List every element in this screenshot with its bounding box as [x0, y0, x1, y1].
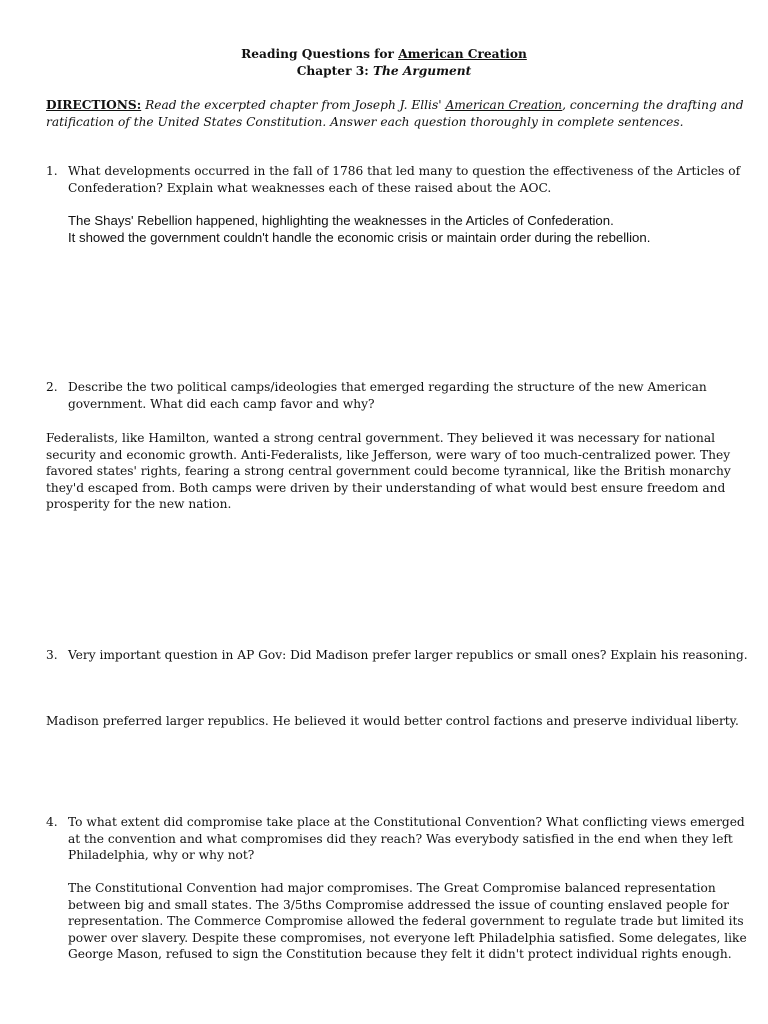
directions-book: American Creation — [445, 98, 563, 112]
directions-label: DIRECTIONS: — [46, 98, 142, 112]
question-1-line: Confederation? Explain what weaknesses each of these raised about the AOC. — [68, 180, 552, 195]
document-subtitle — [0, 63, 768, 80]
question-4-line: Philadelphia, why or why not? — [68, 848, 255, 863]
answer-1-line: It showed the government couldn't handle the economic crisis or maintain order during the rebellion. — [68, 229, 651, 245]
question-3-line: Very important question in AP Gov: Did Madison prefer larger republics or small ones? Explain his reasoning. — [68, 648, 748, 662]
question-1-line: What developments occurred in the fall of 1786 that led many to question the effectiveness of the Articles of — [68, 164, 741, 178]
answer-2 — [46, 430, 736, 513]
question-2-line: Describe the two political camps/ideologies that emerged regarding the structure of the new American — [68, 380, 707, 394]
answer-4-line: representation. The Commerce Compromise allowed the federal government to regulate trade but limited its — [68, 914, 744, 929]
question-2-line: government. What did each camp favor and why? — [68, 396, 375, 411]
answer-4 — [68, 880, 747, 963]
document-title — [0, 46, 768, 63]
answer-4-line: The Constitutional Convention had major compromises. The Great Compromise balanced representation — [68, 881, 716, 895]
answer-1 — [68, 213, 736, 246]
title-prefix: Reading Questions for — [241, 47, 399, 61]
answer-2-line: Federalists, like Hamilton, wanted a strong central government. They believed it was necessary for national — [46, 431, 716, 445]
answer-4-line: between big and small states. The 3/5ths Compromise addressed the issue of counting enslaved people for — [68, 897, 729, 912]
subtitle-prefix: Chapter 3: — [296, 64, 373, 78]
question-1-number: 1. — [46, 164, 58, 178]
question-1-text — [68, 163, 741, 196]
answer-2-line: favored states' rights, fearing a strong central government could become tyrannical, like the British monarchy — [46, 464, 731, 479]
directions-line-2: ratification of the United States Constitution. Answer each question thoroughly in complete sentences. — [46, 114, 684, 129]
answer-1-line: The Shays' Rebellion happened, highlighting the weaknesses in the Articles of Confederation. — [68, 213, 614, 228]
question-3-number: 3. — [46, 648, 58, 662]
directions-line-1 — [46, 97, 744, 114]
question-4-number: 4. — [46, 815, 58, 829]
question-2-number: 2. — [46, 380, 58, 394]
question-4-text — [68, 814, 745, 864]
subtitle-chapter: The Argument — [372, 64, 472, 78]
answer-3-line: Madison preferred larger republics. He believed it would better control factions and preserve individual liberty. — [46, 714, 739, 728]
title-book: American Creation — [398, 47, 527, 61]
answer-2-line: prosperity for the new nation. — [46, 497, 232, 512]
answer-2-line: they'd escaped from. Both camps were driven by their understanding of what would best ensure freedom and — [46, 480, 726, 495]
answer-3 — [46, 713, 739, 730]
directions — [46, 97, 744, 130]
answer-4-line: George Mason, refused to sign the Constitution because they felt it didn't protect individual rights enough. — [68, 947, 732, 962]
answer-4-line: power over slavery. Despite these compromises, not everyone left Philadelphia satisfied. Some delegates, like — [68, 930, 747, 945]
question-4-line: at the convention and what compromises did they reach? Was everybody satisfied in the end when they left — [68, 831, 733, 846]
question-3-text — [68, 647, 748, 664]
directions-text-1: Read the excerpted chapter from Joseph J. Ellis' — [141, 98, 446, 112]
directions-text-2: , concerning the drafting and — [562, 98, 744, 112]
answer-2-line: security and economic growth. Anti-Federalists, like Jefferson, were wary of too much-centralized power. They — [46, 447, 731, 462]
question-4-line: To what extent did compromise take place at the Constitutional Convention? What conflicting views emerged — [68, 815, 745, 829]
question-2-text — [68, 379, 736, 412]
